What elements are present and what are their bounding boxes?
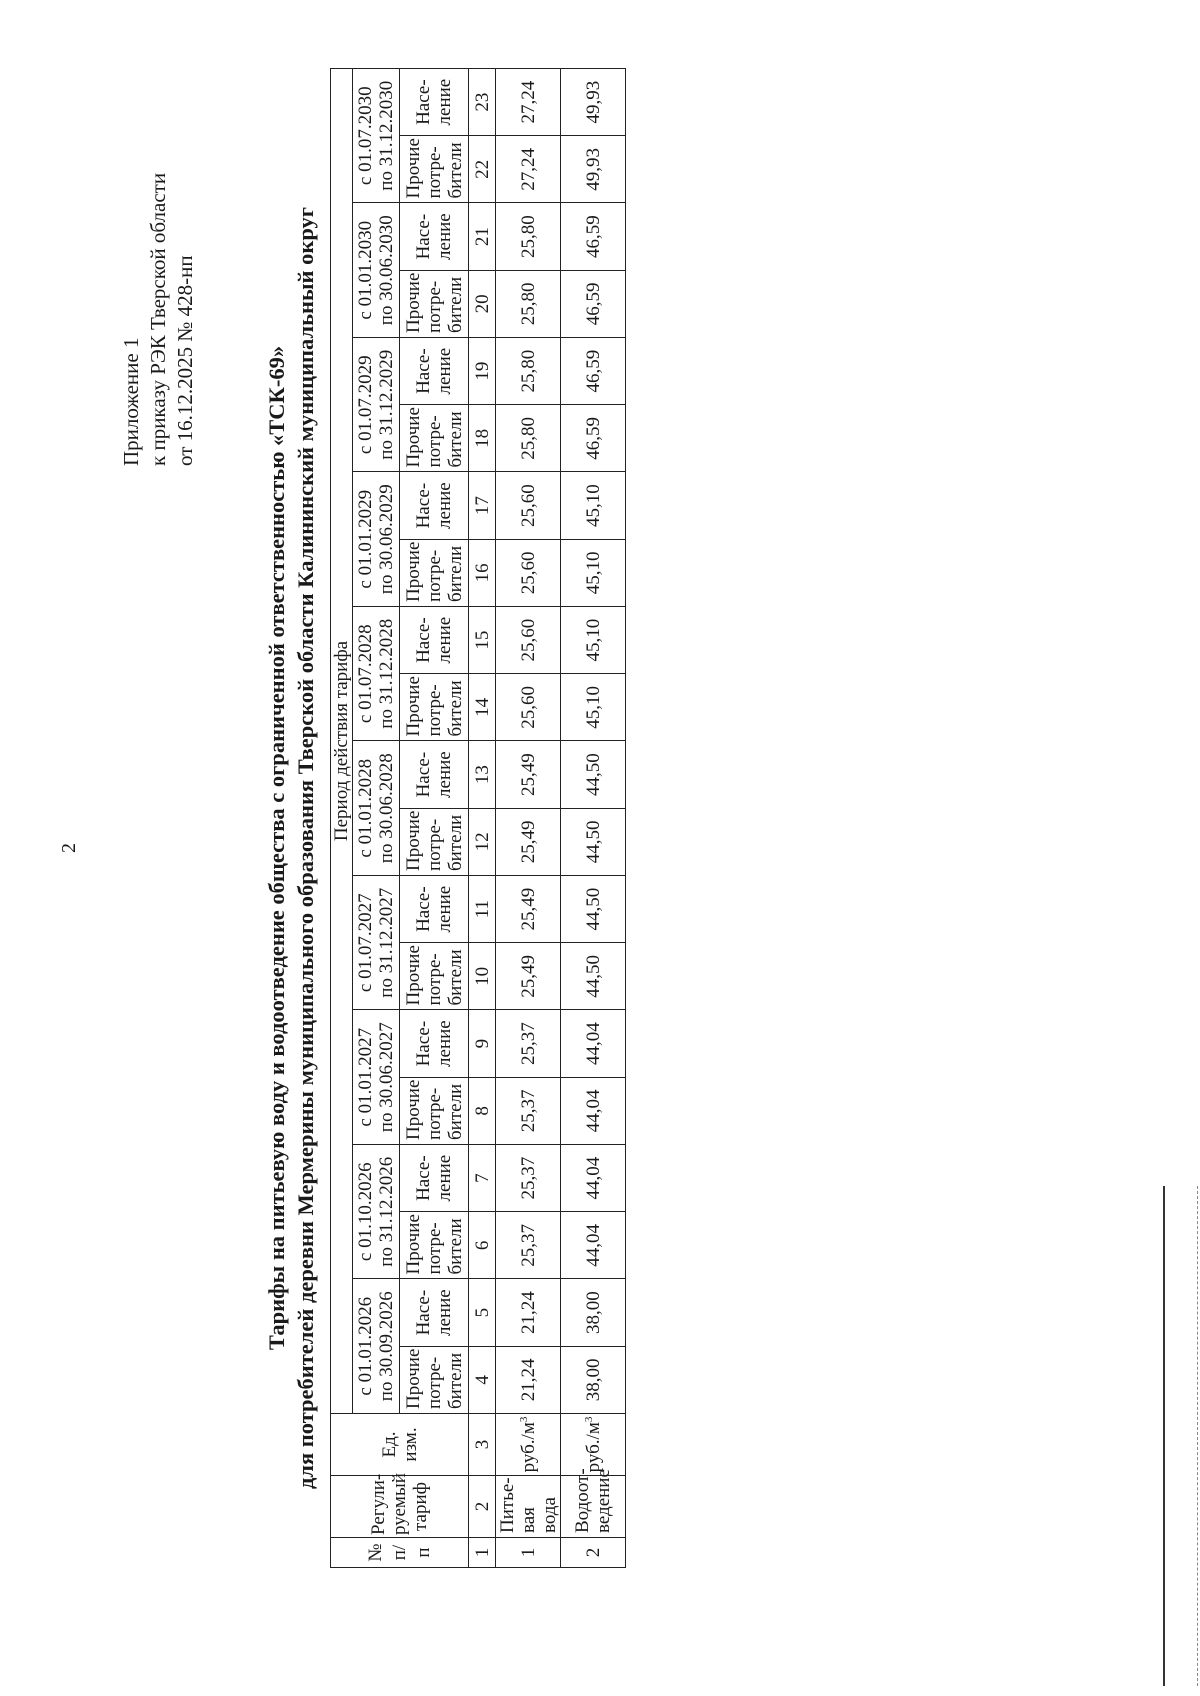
page-number: 2	[58, 843, 80, 853]
consumer-population-header: Насе-ление	[400, 338, 469, 405]
row-tariff-name: Водоот-ведение	[561, 1476, 626, 1538]
period-from: с 01.01.2028	[355, 758, 376, 858]
title-line-1: Тарифы на питьевую воду и водоотведение общества с ограниченной ответственностью «ТСК-69»	[264, 345, 289, 1351]
tariff-value-cell: 25,80	[496, 405, 561, 472]
period-to: по 30.06.2029	[376, 484, 397, 595]
appendix-block	[118, 173, 199, 466]
period-from: с 01.01.2026	[355, 1296, 376, 1396]
bottom-rule	[1163, 1186, 1165, 1686]
column-index: 16	[469, 539, 496, 606]
tariff-value-cell: 25,49	[496, 741, 561, 808]
consumer-other-header: Прочие потре-бители	[400, 1346, 469, 1413]
period-from: с 01.01.2030	[355, 220, 376, 320]
consumer-other-header: Прочие потре-бители	[400, 1212, 469, 1279]
tariff-value-cell: 49,93	[561, 69, 626, 136]
period-to: по 30.06.2028	[376, 753, 397, 864]
tariff-value-cell: 25,80	[496, 203, 561, 270]
column-index: 5	[469, 1279, 496, 1346]
tariff-value-cell: 25,60	[496, 674, 561, 741]
tariff-value-cell: 25,49	[496, 808, 561, 875]
period-from: с 01.07.2027	[355, 893, 376, 993]
period-from: с 01.07.2030	[355, 86, 376, 186]
tariff-value-cell: 38,00	[561, 1279, 626, 1346]
tariff-value-cell: 45,10	[561, 472, 626, 539]
consumer-other-header: Прочие потре-бители	[400, 539, 469, 606]
tariff-value-cell: 25,37	[496, 1145, 561, 1212]
consumer-population-header: Насе-ление	[400, 1279, 469, 1346]
period-range-1	[353, 1279, 400, 1414]
row-number: 2	[561, 1538, 626, 1568]
period-from: с 01.07.2029	[355, 355, 376, 455]
unit-superscript: 3	[582, 1416, 595, 1423]
tariff-value-cell: 46,59	[561, 203, 626, 270]
tariff-value-cell: 44,04	[561, 1145, 626, 1212]
tariff-value-cell: 21,24	[496, 1279, 561, 1346]
tariff-value-cell: 46,59	[561, 270, 626, 337]
tariff-value-cell: 25,49	[496, 943, 561, 1010]
tariff-value-cell: 46,59	[561, 405, 626, 472]
period-to: по 31.12.2027	[376, 887, 397, 998]
consumer-population-header: Насе-ление	[400, 876, 469, 943]
title-line-2: для потребителей деревни Мермерины муниципального образования Тверской области Калининский муниципальный округ	[293, 206, 318, 1490]
tariff-value-cell: 25,80	[496, 338, 561, 405]
consumer-population-header: Насе-ление	[400, 69, 469, 136]
period-to: по 31.12.2029	[376, 349, 397, 460]
consumer-other-header: Прочие потре-бители	[400, 943, 469, 1010]
period-to: по 30.06.2030	[376, 215, 397, 326]
column-index: 23	[469, 69, 496, 136]
bottom-dashed-rule	[1197, 1186, 1199, 1686]
column-index: 21	[469, 203, 496, 270]
tariff-value-cell: 25,60	[496, 472, 561, 539]
row-unit	[496, 1414, 561, 1476]
period-range-6	[353, 607, 400, 742]
row-tariff-name: Питье-вая вода	[496, 1476, 561, 1538]
document-title	[262, 0, 320, 1696]
period-range-9	[353, 203, 400, 338]
appendix-line-3: от 16.12.2025 № 428-нп	[173, 255, 197, 466]
table-row	[561, 69, 626, 1568]
consumer-population-header: Насе-ление	[400, 472, 469, 539]
consumer-other-header: Прочие потре-бители	[400, 674, 469, 741]
column-index: 1	[469, 1538, 496, 1568]
appendix-line-2: к приказу РЭК Тверской области	[146, 172, 170, 466]
unit-superscript: 3	[517, 1416, 530, 1423]
column-index: 17	[469, 472, 496, 539]
consumer-population-header: Насе-ление	[400, 1010, 469, 1077]
consumer-other-header: Прочие потре-бители	[400, 1077, 469, 1144]
column-index: 15	[469, 607, 496, 674]
period-range-7	[353, 472, 400, 607]
header-period: Период действия тарифа	[331, 69, 353, 1414]
tariff-value-cell: 25,37	[496, 1077, 561, 1144]
tariff-value-cell: 44,50	[561, 876, 626, 943]
tariff-value-cell: 25,37	[496, 1010, 561, 1077]
tariff-value-cell: 44,50	[561, 808, 626, 875]
consumer-other-header: Прочие потре-бители	[400, 405, 469, 472]
tariff-value-cell: 44,04	[561, 1077, 626, 1144]
tariff-value-cell: 25,80	[496, 270, 561, 337]
period-to: по 30.06.2027	[376, 1022, 397, 1133]
tariff-value-cell: 25,37	[496, 1212, 561, 1279]
column-index: 11	[469, 876, 496, 943]
column-index: 3	[469, 1414, 496, 1476]
tariff-value-cell: 45,10	[561, 674, 626, 741]
period-range-4	[353, 876, 400, 1011]
consumer-population-header: Насе-ление	[400, 203, 469, 270]
tariff-value-cell: 27,24	[496, 69, 561, 136]
row-unit	[561, 1414, 626, 1476]
tariff-value-cell: 21,24	[496, 1346, 561, 1413]
column-index: 20	[469, 270, 496, 337]
period-range-5	[353, 741, 400, 876]
tariff-value-cell: 49,93	[561, 136, 626, 203]
header-tariff: Регули-руемый тариф	[331, 1476, 469, 1538]
column-index: 12	[469, 808, 496, 875]
column-index: 6	[469, 1212, 496, 1279]
tariff-value-cell: 44,50	[561, 741, 626, 808]
column-index: 4	[469, 1346, 496, 1413]
consumer-other-header: Прочие потре-бители	[400, 270, 469, 337]
column-index: 2	[469, 1476, 496, 1538]
tariff-value-cell: 44,50	[561, 943, 626, 1010]
tariff-value-cell: 44,04	[561, 1212, 626, 1279]
tariff-value-cell: 27,24	[496, 136, 561, 203]
tariff-value-cell: 25,60	[496, 539, 561, 606]
header-number: № п/ п	[331, 1538, 469, 1568]
column-index: 10	[469, 943, 496, 1010]
column-index: 8	[469, 1077, 496, 1144]
column-index: 19	[469, 338, 496, 405]
period-range-3	[353, 1010, 400, 1145]
row-number: 1	[496, 1538, 561, 1568]
consumer-other-header: Прочие потре-бители	[400, 808, 469, 875]
consumer-population-header: Насе-ление	[400, 741, 469, 808]
column-index: 9	[469, 1010, 496, 1077]
tariff-value-cell: 25,49	[496, 876, 561, 943]
table-row	[496, 69, 561, 1568]
tariff-value-cell: 44,04	[561, 1010, 626, 1077]
period-to: по 30.09.2026	[376, 1291, 397, 1402]
tariff-value-cell: 25,60	[496, 607, 561, 674]
consumer-population-header: Насе-ление	[400, 1145, 469, 1212]
period-from: с 01.10.2026	[355, 1162, 376, 1262]
period-from: с 01.01.2027	[355, 1027, 376, 1127]
consumer-other-header: Прочие потре-бители	[400, 136, 469, 203]
column-index: 18	[469, 405, 496, 472]
tariff-value-cell: 45,10	[561, 539, 626, 606]
tariff-value-cell: 38,00	[561, 1346, 626, 1413]
unit-text: руб./м	[582, 1422, 604, 1473]
tariff-value-cell: 46,59	[561, 338, 626, 405]
period-from: с 01.07.2028	[355, 624, 376, 724]
period-from: с 01.01.2029	[355, 489, 376, 589]
appendix-line-1: Приложение 1	[119, 337, 143, 466]
period-to: по 31.12.2026	[376, 1156, 397, 1267]
period-to: по 31.12.2028	[376, 618, 397, 729]
column-index: 14	[469, 674, 496, 741]
tariff-value-cell: 45,10	[561, 607, 626, 674]
header-unit: Ед. изм.	[331, 1414, 469, 1476]
period-range-10	[353, 69, 400, 204]
period-to: по 31.12.2030	[376, 80, 397, 191]
column-index: 22	[469, 136, 496, 203]
tariff-table	[330, 68, 626, 1568]
unit-text: руб./м	[517, 1422, 539, 1473]
period-range-2	[353, 1145, 400, 1280]
period-range-8	[353, 338, 400, 473]
column-index: 7	[469, 1145, 496, 1212]
consumer-population-header: Насе-ление	[400, 607, 469, 674]
column-index: 13	[469, 741, 496, 808]
